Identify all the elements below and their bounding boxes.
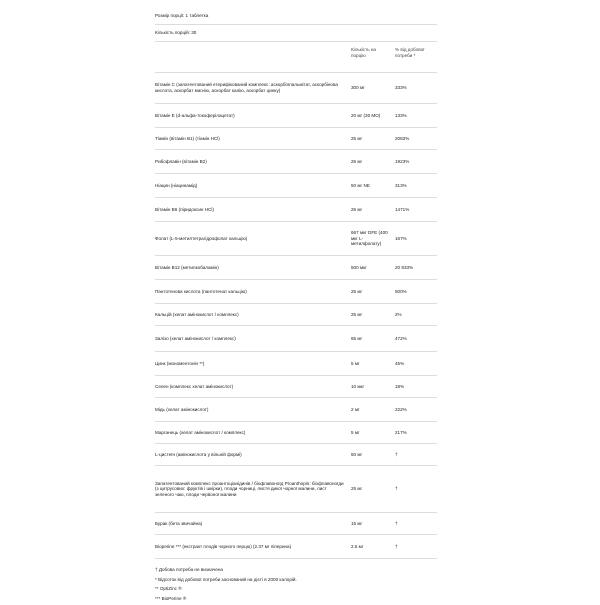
nutrient-row	[155, 443, 437, 465]
nutrient-dv: 217%	[395, 429, 407, 435]
nutrient-row	[155, 149, 437, 173]
nutrient-dv: 20 833%	[395, 264, 414, 270]
nutrient-dv: 18%	[395, 383, 405, 389]
nutrient-name: Вітамін С (запатентований етерифікований комплекс: аскорбілпальмітат, аскорбінова кислота, аскорбат магнію, аскорбат калію, аскорбат цинку)	[155, 82, 338, 93]
nutrient-amount: 500 мкг	[351, 264, 367, 270]
nutrient-row	[155, 197, 437, 221]
nutrient-name: Рибофлавін (вітамін В2)	[155, 158, 207, 164]
nutrient-amount: 25 мг	[351, 486, 363, 492]
nutrient-name: Пантотенова кислота (пантотенат кальцію)	[155, 288, 247, 294]
nutrient-name: Запатентований комплекс проантоціанідинів / біофлавоноїд Proanthopin: біофлавоноїди (з цитрусових: фруктів і шкірки), плоди чорниці, листя дикої чорної малини, лист зеленого чаю, плоди червоної малини	[155, 480, 344, 497]
nutrient-name: Вітамін В12 (метилкобаламін)	[155, 264, 219, 270]
nutrient-row	[155, 127, 437, 149]
nutrient-amount: 15 мг	[351, 520, 363, 526]
nutrient-dv: 1923%	[395, 158, 410, 164]
nutrient-row	[155, 534, 437, 558]
nutrient-amount: 667 мкг DFE (400 мкг L-метилфолату)	[351, 230, 388, 247]
nutrient-dv: 472%	[395, 335, 407, 341]
table-header	[155, 42, 437, 72]
nutrient-row	[155, 103, 437, 127]
nutrient-rows	[155, 72, 437, 558]
nutrient-amount: 50 мг NE	[351, 182, 370, 188]
nutrient-name: Бурак (бета звичайна)	[155, 520, 203, 526]
nutrient-amount: 20 мг (30 МО)	[351, 112, 381, 118]
nutrient-name: Марганець (хелат амінокислот / комплекс)	[155, 429, 246, 435]
nutrient-row	[155, 325, 437, 351]
nutrient-name: Вітамін В6 (піридоксин HCl)	[155, 206, 214, 212]
nutrient-dv: 222%	[395, 406, 407, 412]
serving-size: Розмір порції: 1 таблетка	[155, 13, 209, 19]
amount-header: Кількість на порцію	[351, 47, 376, 58]
nutrient-name: Bioperine *** (екстракт плодів чорного перцю) (2.37 мг піперина)	[155, 543, 292, 549]
nutrient-name: Кальцій (хелат амінокислот / комплекс)	[155, 311, 239, 317]
nutrient-name: Вітамін Е (d-альфа-токоферілацетат)	[155, 112, 235, 118]
nutrient-name: Тіамін (вітамін В1) (тіамін HCl)	[155, 135, 220, 141]
nutrient-amount: 25 мг	[351, 288, 363, 294]
nutrient-dv: 333%	[395, 85, 407, 91]
nutrient-amount: 5 мг	[351, 429, 360, 435]
nutrient-name: Селен (комплекс хелат амінокислот)	[155, 383, 234, 389]
nutrient-row	[155, 397, 437, 421]
nutrient-dv: †	[395, 520, 398, 526]
nutrient-row	[155, 255, 437, 279]
nutrient-name: Фолат (L-5-метилтетрагідрофолат кальцію)	[155, 235, 248, 241]
nutrient-row	[155, 512, 437, 534]
dv-header: % від добової потреби *	[395, 47, 425, 58]
nutrient-name: Цинк (мономентонін **)	[155, 360, 205, 366]
nutrient-amount: 300 мг	[351, 85, 365, 91]
nutrient-row	[155, 221, 437, 255]
servings-per-container: Кількість порцій: 30	[155, 30, 197, 36]
nutrient-amount: 2 мг	[351, 406, 360, 412]
nutrient-name: L-цистеїн (амінокислота у вільній формі)	[155, 451, 242, 457]
nutrient-row	[155, 279, 437, 303]
nutrient-dv: 2083%	[395, 135, 410, 141]
nutrient-row	[155, 465, 437, 512]
nutrient-amount: 85 мг	[351, 335, 363, 341]
nutrient-name: Мідь (хелат амінокислот)	[155, 406, 209, 412]
nutrient-row	[155, 173, 437, 197]
nutrient-dv: †	[395, 543, 398, 549]
nutrient-name: Залізо (хелат амінокислот / комплекс)	[155, 335, 236, 341]
nutrient-name: Ніацин (ніацинамід)	[155, 182, 198, 188]
nutrient-amount: 50 мг	[351, 451, 363, 457]
footnote: *** BioPerine ®	[155, 595, 187, 601]
nutrient-row	[155, 303, 437, 325]
nutrient-dv: 313%	[395, 182, 407, 188]
nutrient-amount: 25 мг	[351, 158, 363, 164]
nutrient-amount: 2.5 мг	[351, 543, 364, 549]
nutrient-row	[155, 375, 437, 397]
nutrient-dv: 133%	[395, 112, 407, 118]
nutrient-amount: 25 мг	[351, 135, 363, 141]
nutrient-dv: 1471%	[395, 206, 410, 212]
nutrient-row	[155, 351, 437, 375]
footnote: † Добова потреба не визначена	[155, 567, 223, 572]
nutrient-amount: 5 мг	[351, 360, 360, 366]
footnote: * Відсоток від добової потреби заснований на дієті в 2000 калорій.	[155, 576, 297, 582]
nutrient-amount: 25 мг	[351, 311, 363, 317]
nutrient-amount: 25 мг	[351, 206, 363, 212]
nutrient-row	[155, 72, 437, 103]
nutrient-dv: 167%	[395, 235, 407, 241]
nutrient-dv: 2%	[395, 311, 402, 317]
supplement-facts	[155, 8, 437, 605]
nutrient-dv: 500%	[395, 288, 407, 294]
nutrient-dv: †	[395, 486, 398, 492]
nutrient-row	[155, 421, 437, 443]
nutrient-dv: †	[395, 451, 398, 457]
footnote: ** OptiZinc ®	[155, 586, 182, 592]
nutrient-dv: 45%	[395, 360, 405, 366]
nutrient-amount: 10 мкг	[351, 383, 365, 389]
footnotes	[155, 559, 437, 601]
